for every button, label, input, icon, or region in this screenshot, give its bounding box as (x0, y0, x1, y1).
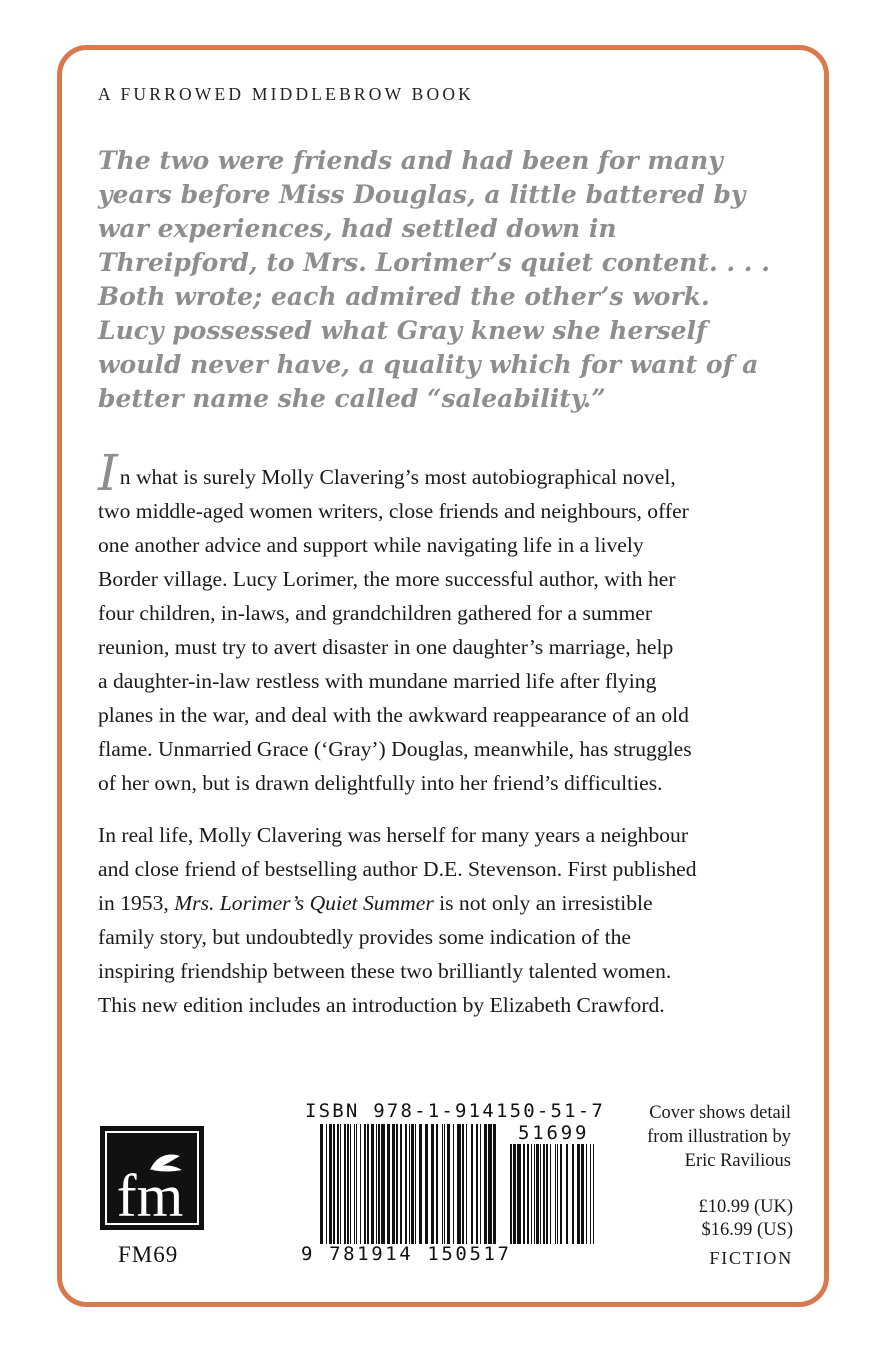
barcode-bar (392, 1124, 395, 1244)
barcode-bar (557, 1144, 558, 1244)
quote-line: Lucy possessed what Gray knew she herself (98, 316, 707, 345)
barcode-bar (536, 1144, 539, 1244)
barcode-bar (337, 1124, 339, 1244)
barcode-bar (347, 1124, 349, 1244)
barcode-bar (534, 1144, 535, 1244)
barcode-bar (550, 1144, 551, 1244)
blurb-text: in 1953, (98, 891, 175, 915)
barcode-bar (510, 1144, 512, 1244)
price-us: $16.99 (US) (701, 1220, 793, 1240)
barcode-bar (436, 1124, 438, 1244)
quote-line: Both wrote; each admired the other’s work. (98, 282, 710, 311)
barcode-bar (480, 1124, 481, 1244)
credit-line: Cover shows detail (649, 1103, 791, 1123)
blurb-line: planes in the war, and deal with the awkward reappearance of an old (98, 703, 689, 727)
book-title: Mrs. Lorimer’s Quiet Summer (174, 891, 434, 915)
barcode-bar (447, 1124, 450, 1244)
barcode-bar (484, 1124, 487, 1244)
barcode-bar (425, 1124, 428, 1244)
barcode-bar (493, 1124, 496, 1244)
logo-text: fm (116, 1163, 184, 1229)
quote-line: The two were friends and had been for many (98, 146, 723, 175)
price-block (698, 1196, 793, 1242)
blurb-line: n what is surely Molly Clavering’s most autobiographical novel, (119, 465, 676, 489)
barcode-bar (387, 1124, 390, 1244)
blurb-line: four children, in-laws, and grandchildren gathered for a summer (98, 601, 653, 625)
blurb-line: This new edition includes an introduction by Elizabeth Crawford. (98, 993, 665, 1017)
quote-line: war experiences, had settled down in (98, 214, 617, 243)
blurb-line: Border village. Lucy Lorimer, the more successful author, with her (98, 567, 676, 591)
barcode-bar (476, 1124, 478, 1244)
barcode-bar (376, 1124, 377, 1244)
credit-line: Eric Ravilious (684, 1151, 791, 1171)
blurb-paragraph-1 (98, 444, 808, 800)
barcode-bar (527, 1144, 529, 1244)
barcode-bar (400, 1124, 402, 1244)
series-heading: A FURROWED MIDDLEBROW BOOK (98, 84, 475, 104)
barcode-bar (378, 1124, 380, 1244)
quote-line: Threipford, to Mrs. Lorimer’s quiet content. . . . (98, 248, 770, 277)
barcode-bar (462, 1124, 464, 1244)
barcode-bar (344, 1124, 346, 1244)
barcode-bar (364, 1124, 366, 1244)
barcode-bar (419, 1124, 422, 1244)
barcode-bar (566, 1144, 568, 1244)
barcode-bar (350, 1124, 351, 1244)
barcode-bar (367, 1124, 369, 1244)
blurb-text: is not only an irresistible (433, 891, 653, 915)
barcode-bar (586, 1144, 587, 1244)
barcode-bar (326, 1124, 327, 1244)
barcode-bar (488, 1124, 492, 1244)
barcode-bar (540, 1144, 541, 1244)
genre-label: FICTION (709, 1248, 793, 1268)
barcode-icon (300, 1124, 600, 1246)
barcode-bar (517, 1144, 521, 1244)
barcode-bar (546, 1144, 548, 1244)
barcode-bar (555, 1144, 556, 1244)
barcode-bar (340, 1124, 341, 1244)
price-uk: £10.99 (UK) (698, 1197, 793, 1217)
pull-quote (98, 144, 798, 416)
barcode-bar (531, 1144, 532, 1244)
barcode-bar (415, 1124, 416, 1244)
barcode-bar (411, 1124, 414, 1244)
barcode-bar (371, 1124, 374, 1244)
barcode-bar (466, 1124, 467, 1244)
barcode-bar (442, 1124, 443, 1244)
fm-logo-icon (100, 1126, 204, 1230)
blurb-line: In real life, Molly Clavering was herself for many years a neighbour (98, 823, 689, 847)
barcode-bar (354, 1124, 355, 1244)
barcode-bar (444, 1124, 445, 1244)
blurb-line: two middle-aged women writers, close friends and neighbours, offer (98, 499, 689, 523)
blurb-line: and close friend of bestselling author D.E. Stevenson. First published (98, 857, 697, 881)
drop-cap: I (98, 444, 118, 502)
blurb-paragraph-2 (98, 818, 808, 1022)
cover-credit (647, 1101, 791, 1173)
barcode-bar (593, 1144, 594, 1244)
barcode-bar (431, 1124, 434, 1244)
blurb-line: of her own, but is drawn delightfully into her friend’s difficulties. (98, 771, 663, 795)
barcode-bar (453, 1124, 454, 1244)
barcode-bar (405, 1124, 407, 1244)
quote-line: better name she called “saleability.” (98, 384, 606, 413)
barcode-ean-digits: 9 781914 150517 (301, 1243, 512, 1265)
barcode-bar (577, 1144, 580, 1244)
blurb-line: a daughter-in-law restless with mundane married life after flying (98, 669, 657, 693)
blurb-line: reunion, must try to avert disaster in one daughter’s marriage, help (98, 635, 674, 659)
blurb-line: one another advice and support while navigating life in a lively (98, 533, 644, 557)
quote-line: years before Miss Douglas, a little battered by (98, 180, 746, 209)
barcode-bar (396, 1124, 398, 1244)
barcode-bar (360, 1124, 361, 1244)
barcode-bar (581, 1144, 584, 1244)
series-code: FM69 (118, 1242, 179, 1267)
barcode-bar (560, 1144, 562, 1244)
barcode-bar (471, 1124, 473, 1244)
barcode-bar (457, 1124, 461, 1244)
barcode-bar (381, 1124, 385, 1244)
blurb-line: family story, but undoubtedly provides some indication of the (98, 925, 631, 949)
barcode-bar (333, 1124, 335, 1244)
isbn-label: ISBN 978-1-914150-51-7 (305, 1100, 606, 1122)
barcode-bar (329, 1124, 332, 1244)
credit-line: from illustration by (647, 1127, 791, 1147)
blurb-line: inspiring friendship between these two brilliantly talented women. (98, 959, 672, 983)
barcode-bar (543, 1144, 545, 1244)
barcode-bar (356, 1124, 357, 1244)
barcode-bar (590, 1144, 591, 1244)
quote-line: would never have, a quality which for want of a (98, 350, 759, 379)
barcode-bar (572, 1144, 574, 1244)
publisher-logo (100, 1126, 204, 1230)
barcode-addon-digits: 51699 (518, 1122, 590, 1144)
barcode-bar (513, 1144, 516, 1244)
barcode-bar (320, 1124, 323, 1244)
barcode-bar (409, 1124, 410, 1244)
blurb-line: flame. Unmarried Grace (‘Gray’) Douglas, meanwhile, has struggles (98, 737, 692, 761)
barcode-bar (523, 1144, 525, 1244)
